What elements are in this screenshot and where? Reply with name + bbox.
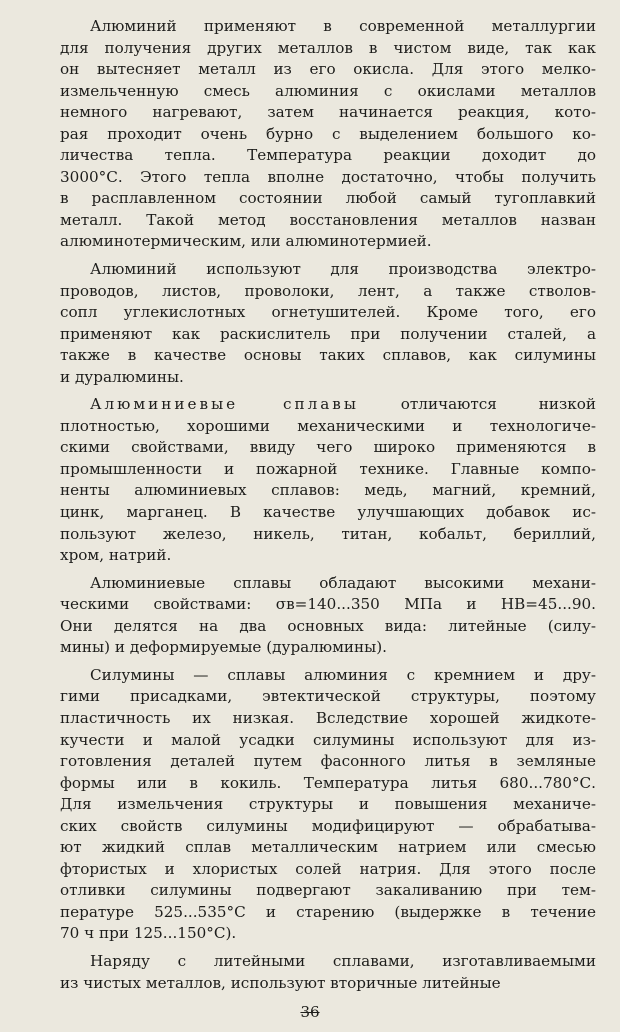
text-line [30,324,596,346]
line-text: Силумины — сплавы алюминия с кремнием и дру- [90,665,596,684]
line-text: немного нагревают, затем начинается реакция, кото- [60,103,596,122]
text-line [30,751,596,773]
text-line [30,480,596,502]
line-text: применяют как раскислитель при получении сталей, а [60,324,596,343]
text-line [30,730,596,752]
line-text: из чистых металлов, используют вторичные литейные [60,973,501,992]
text-line [30,880,596,902]
text-line [30,145,596,167]
text-line [30,231,596,253]
line-text: кучести и малой усадки силумины используют для из- [60,730,596,749]
line-text: 70 ч при 125...150°С). [60,924,237,943]
line-text: сопл углекислотных огнетушителей. Кроме того, его [60,303,596,322]
line-text: пластичность их низкая. Вследствие хорошей жидкоте- [60,708,596,727]
text-line [30,259,596,281]
line-text: ческими свойствами: σв=140...350 МПа и HB=45...90. [60,595,596,614]
text-line [30,794,596,816]
line-text: Они делятся на два основных вида: литейные (силу- [60,616,596,635]
paragraph [30,665,596,945]
text-line [30,281,596,303]
line-text: 3000°С. Этого тепла вполне достаточно, чтобы получить [60,167,596,186]
text-line [30,459,596,481]
text-line [30,102,596,124]
text-line [30,951,596,973]
text-line [30,81,596,103]
line-text: личества тепла. Температура реакции доходит до [60,146,596,165]
line-text: отличаются низкой [358,395,596,414]
line-text: формы или в кокиль. Температура литья 680...780°С. [60,773,596,792]
text-line [30,502,596,524]
line-text: ют жидкий сплав металлическим натрием или смесью [60,838,596,857]
text-line [30,594,596,616]
paragraph [30,573,596,659]
text-line [30,416,596,438]
line-text: измельченную смесь алюминия с окислами металлов [60,81,596,100]
line-text: отливки силумины подвергают закаливанию при тем- [60,881,596,900]
text-line [30,367,596,389]
text-line [30,637,596,659]
text-line [30,167,596,189]
text-line [30,16,596,38]
text-line [30,837,596,859]
line-text: мины) и деформируемые (дуралюмины). [60,638,387,657]
line-text: рая проходит очень бурно с выделением большого ко- [60,124,596,143]
line-text: Алюминий применяют в современной металлургии [90,17,596,35]
line-text: Алюминий используют для производства электро- [90,260,596,279]
text-line [30,545,596,567]
line-text: гими присадками, эвтектической структуры, поэтому [60,687,596,706]
text-line [30,124,596,146]
line-text: ненты алюминиевых сплавов: медь, магний, кремний, [60,481,596,500]
text-line [30,686,596,708]
line-text: фтористых и хлористых солей натрия. Для этого после [60,859,596,878]
paragraph [30,16,596,253]
line-text: для получения других металлов в чистом виде, так как [60,38,596,57]
text-line [30,816,596,838]
text-line [30,524,596,546]
line-text: проводов, листов, проволоки, лент, а также стволов- [60,281,596,300]
line-text: также в качестве основы таких сплавов, как силумины [60,346,596,365]
line-text: пользуют железо, никель, титан, кобальт, бериллий, [60,524,596,543]
text-line [30,302,596,324]
text-line [30,708,596,730]
text-line [30,973,596,995]
line-text: алюминотермическим, или алюминотермией. [60,232,432,251]
text-line [30,616,596,638]
text-line [30,59,596,81]
text-line [30,665,596,687]
text-line [30,38,596,60]
text-body [30,16,596,994]
line-text: пературе 525...535°С и старению (выдержке в течение [60,902,596,921]
text-line [30,394,596,416]
text-line [30,902,596,924]
line-text: металл. Такой метод восстановления металлов назван [60,210,596,229]
line-text: Алюминиевые сплавы обладают высокими механи- [90,573,596,592]
text-line [30,437,596,459]
paragraph [30,259,596,388]
line-text: хром, натрий. [60,546,172,565]
line-text: плотностью, хорошими механическими и технологиче- [60,416,596,435]
paragraph [30,394,596,566]
line-text: промышленности и пожарной технике. Главные компо- [60,459,596,478]
line-text: Для измельчения структуры и повышения механиче- [60,795,596,814]
paragraph [30,951,596,994]
text-line [30,859,596,881]
text-line [30,573,596,595]
line-text: он вытесняет металл из его окисла. Для этого мелко- [60,60,596,79]
line-text: цинк, марганец. В качестве улучшающих добавок ис- [60,503,596,522]
line-text: готовления деталей путем фасонного литья в земляные [60,752,596,771]
text-line [30,773,596,795]
text-line [30,210,596,232]
text-line [30,345,596,367]
line-text: ских свойств силумины модифицируют — обрабатыва- [60,816,596,835]
line-text: скими свойствами, ввиду чего широко применяются в [60,438,596,457]
line-text: Наряду с литейными сплавами, изготавливаемыми [90,951,596,970]
line-text: и дуралюмины. [60,367,184,386]
page-number: 36 [300,1003,320,1022]
text-line [30,188,596,210]
text-line [30,923,596,945]
line-text: в расплавленном состоянии любой самый тугоплавкий [60,189,596,208]
spaced-term: Алюминиевые сплавы [90,395,359,414]
